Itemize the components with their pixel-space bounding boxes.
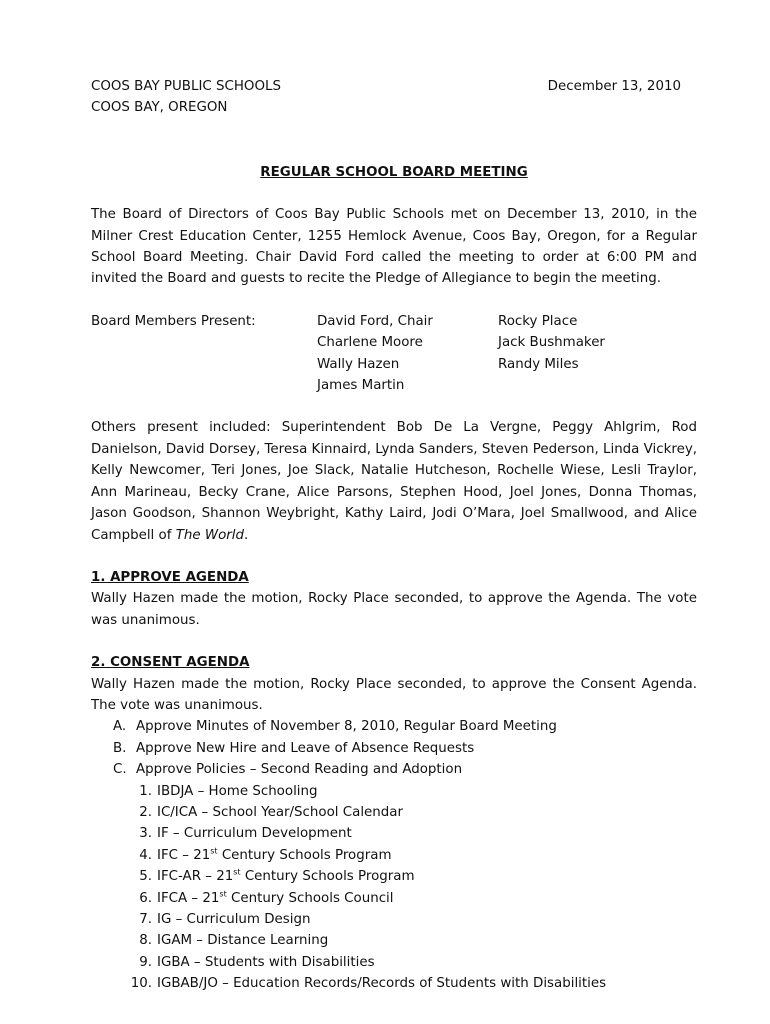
minutes-page	[91, 76, 697, 995]
policy-item	[91, 781, 697, 802]
list-marker: 4.	[139, 847, 152, 863]
member-name: Charlene Moore	[317, 335, 423, 351]
policy-text: IGAM – Distance Learning	[157, 933, 329, 949]
members-column-2	[498, 311, 605, 397]
policy-item	[91, 888, 697, 909]
policy-item	[91, 845, 697, 866]
policy-text: IFC-AR – 21	[157, 869, 234, 885]
policy-item	[91, 909, 697, 930]
list-marker: 9.	[139, 954, 152, 970]
list-marker: 6.	[139, 890, 152, 906]
list-item-text: Approve New Hire and Leave of Absence Requests	[136, 740, 475, 756]
policy-text: IGBA – Students with Disabilities	[157, 954, 375, 970]
list-item-text: Approve Minutes of November 8, 2010, Regular Board Meeting	[136, 719, 557, 735]
list-marker: A.	[113, 719, 127, 735]
policy-item	[91, 802, 697, 823]
list-marker: 5.	[139, 869, 152, 885]
list-item-text: Approve Policies – Second Reading and Adoption	[136, 762, 463, 778]
member-name: David Ford, Chair	[317, 313, 433, 329]
policy-text: IC/ICA – School Year/School Calendar	[157, 804, 403, 820]
letterhead	[91, 76, 697, 97]
policy-text: IFC – 21	[157, 847, 211, 863]
list-marker: 1.	[139, 783, 152, 799]
list-marker: 2.	[139, 804, 152, 820]
district-city: COOS BAY, OREGON	[91, 100, 228, 116]
policy-text: IGBAB/JO – Education Records/Records of Students with Disabilities	[157, 976, 607, 992]
list-marker: 3.	[139, 826, 152, 842]
others-present-paragraph	[91, 417, 697, 545]
members-column-1	[317, 311, 498, 397]
policy-text: IFCA – 21	[157, 890, 220, 906]
policy-text: IG – Curriculum Design	[157, 912, 311, 927]
member-name: Randy Miles	[498, 356, 579, 372]
board-members-present	[91, 311, 697, 397]
policy-item	[91, 930, 697, 951]
policy-text: IBDJA – Home Schooling	[157, 783, 318, 799]
list-item	[91, 738, 697, 759]
list-marker: C.	[113, 762, 127, 778]
ordinal-suffix: st	[210, 846, 218, 856]
consent-items-list	[91, 716, 697, 780]
list-item	[91, 759, 697, 780]
list-marker: B.	[113, 740, 127, 756]
list-marker: 10.	[130, 976, 152, 992]
publication-name: The World	[175, 527, 245, 543]
policy-item	[91, 823, 697, 844]
policy-item	[91, 866, 697, 887]
intro-paragraph: The Board of Directors of Coos Bay Public Schools met on December 13, 2010, in the Milner Crest Education Center, 1255 Hemlock Avenue, Coos Bay, Oregon, for a Regular School Board Meeting. Chair David Ford called the meeting to order at 6:00 PM and invited the Board and guests to recite the Pledge of Allegiance to begin the meeting.	[91, 207, 697, 287]
members-label: Board Members Present:	[91, 313, 256, 329]
policy-text-rest: Century Schools Program	[217, 847, 392, 863]
section-heading-consent-agenda: 2. CONSENT AGENDA	[91, 655, 250, 671]
member-name: Jack Bushmaker	[498, 335, 605, 351]
meeting-date: December 13, 2010	[547, 79, 681, 94]
approve-agenda-text: Wally Hazen made the motion, Rocky Place seconded, to approve the Agenda. The vote was unanimous.	[91, 591, 697, 628]
list-item	[91, 716, 697, 737]
policies-list	[91, 781, 697, 995]
policy-text-rest: Century Schools Program	[240, 869, 415, 885]
policy-item	[91, 973, 697, 994]
others-text: Others present included: Superintendent Bob De La Vergne, Peggy Ahlgrim, Rod Danielson, David Dorsey, Teresa Kinnaird, Lynda Sanders, Steven Pederson, Linda Vickrey, Kelly Newcomer, Teri Jones, Joe Slack, Natalie Hutcheson, Rochelle Wiese, Lesli Traylor, Ann Marineau, Becky Crane, Alice Parsons, Stephen Hood, Joel Jones, Donna Thomas, Jason Goodson, Shannon Weybright, Kathy Laird, Jodi O’Mara, Joel Smallwood, and Alice Campbell of	[91, 420, 697, 543]
list-marker: 8.	[139, 933, 152, 949]
consent-agenda-text: Wally Hazen made the motion, Rocky Place seconded, to approve the Consent Agenda. The vote was unanimous.	[91, 676, 697, 713]
member-name: James Martin	[317, 378, 405, 394]
section-heading-approve-agenda: 1. APPROVE AGENDA	[91, 569, 249, 585]
ordinal-suffix: st	[233, 867, 241, 877]
district-name: COOS BAY PUBLIC SCHOOLS	[91, 79, 281, 94]
ordinal-suffix: st	[219, 889, 227, 899]
member-name: Rocky Place	[498, 313, 578, 329]
list-marker: 7.	[139, 912, 152, 927]
policy-text: IF – Curriculum Development	[157, 826, 352, 842]
policy-item	[91, 952, 697, 973]
policy-text-rest: Century Schools Council	[226, 890, 394, 906]
others-end: .	[244, 527, 249, 543]
page-title: REGULAR SCHOOL BOARD MEETING	[260, 164, 528, 180]
member-name: Wally Hazen	[317, 356, 400, 372]
